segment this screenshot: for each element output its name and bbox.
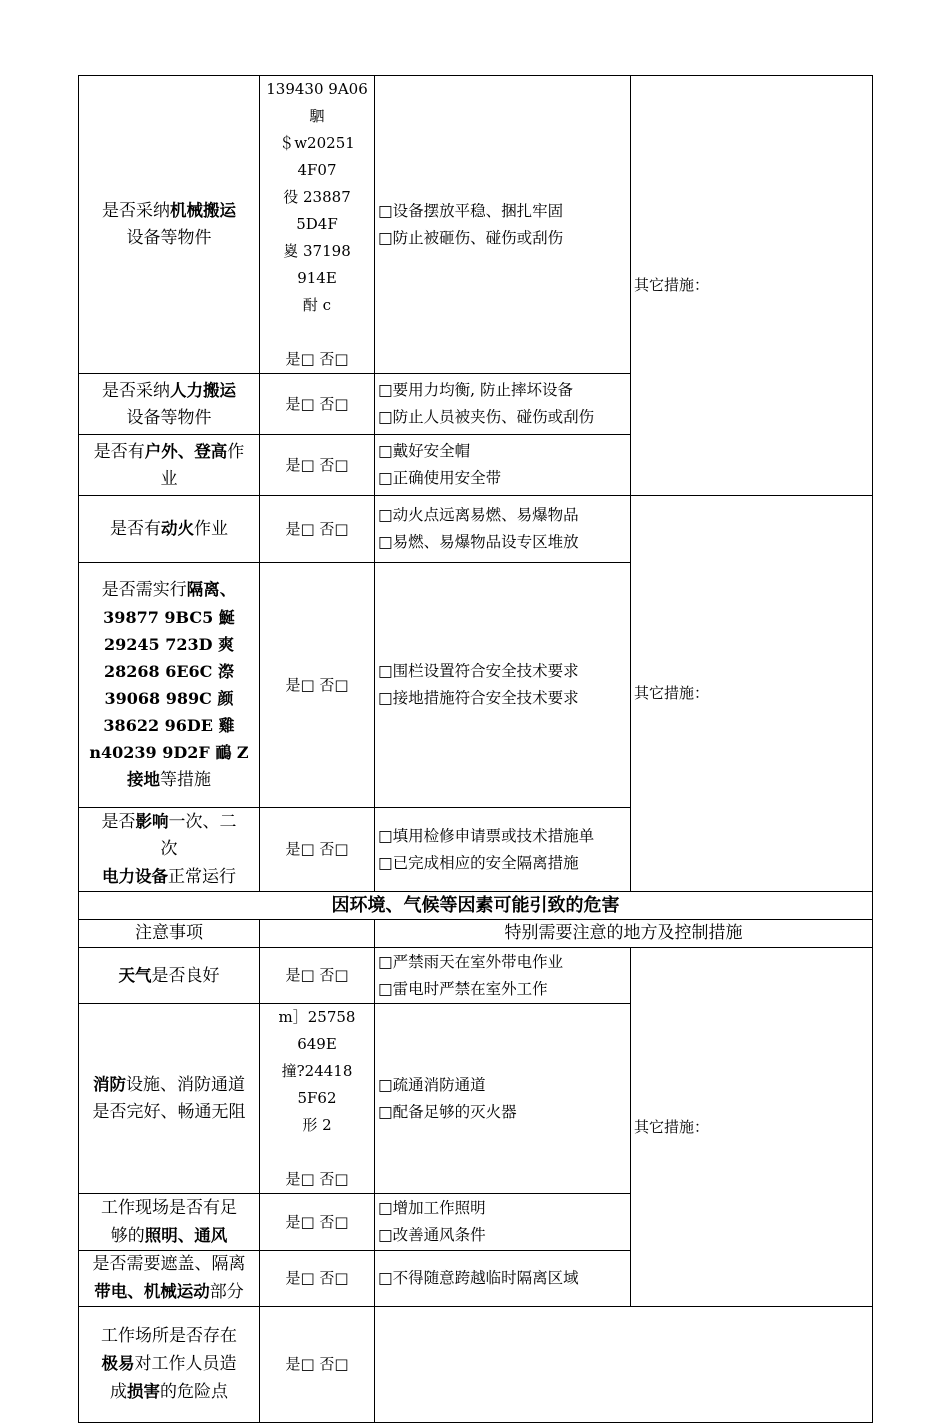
row-column-headers — [79, 920, 873, 948]
question-mechanical-handling: 是否采纳机械搬运 设备等物件 — [79, 76, 260, 374]
measures-outdoor-height-work[interactable]: □戴好安全帽 □正确使用安全带 — [375, 435, 631, 496]
yes-no-danger-points[interactable]: 是□ 否□ — [260, 1307, 375, 1423]
measures-weather[interactable]: □严禁雨天在室外带电作业 □雷电时严禁在室外工作 — [375, 948, 631, 1004]
question-covering-isolation: 是否需要遮盖、隔离 带电、机械运动部分 — [79, 1251, 260, 1307]
other-measures-cell[interactable]: 其它措施： — [631, 496, 873, 892]
question-isolation-grounding: 是否需实行隔离、 39877 9BC5 鯅 29245 723D 爽 28268 6E6C 漈 39068 989C 颜 38622 96DE 雞 n40239 9D2F 鴯 Z 接地等措施 — [79, 563, 260, 808]
measures-power-equipment-impact[interactable]: □填用检修申请票或技术措施单 □已完成相应的安全隔离措施 — [375, 808, 631, 892]
yes-no-covering-isolation[interactable]: 是□ 否□ — [260, 1251, 375, 1307]
measures-lighting-ventilation[interactable]: □增加工作照明 □改善通风条件 — [375, 1194, 631, 1251]
row-mechanical-handling — [79, 76, 873, 374]
other-measures-cell[interactable]: 其它措施： — [631, 76, 873, 496]
measures-manual-handling[interactable]: □要用力均衡, 防止摔坏设备 □防止人员被夹伤、碰伤或刮伤 — [375, 374, 631, 435]
section-heading-environment: 因环境、气候等因素可能引致的危害 — [79, 892, 873, 920]
question-manual-handling: 是否采纳人力搬运 设备等物件 — [79, 374, 260, 435]
safety-checklist-table — [78, 75, 873, 1423]
yes-no-isolation-grounding[interactable]: 是□ 否□ — [260, 563, 375, 808]
measures-isolation-grounding[interactable]: □围栏设置符合安全技术要求 □接地措施符合安全技术要求 — [375, 563, 631, 808]
yes-no-mechanical-handling[interactable]: 139430 9A06 駟 ＄w20251 4F07 役 23887 5D4F 嵏 37198 914E 酎 c 是□ 否□ — [260, 76, 375, 374]
question-hot-work: 是否有动火作业 — [79, 496, 260, 563]
question-lighting-ventilation: 工作现场是否有足 够的照明、通风 — [79, 1194, 260, 1251]
row-hot-work — [79, 496, 873, 563]
question-danger-points: 工作场所是否存在 极易对工作人员造 成损害的危险点 — [79, 1307, 260, 1423]
question-outdoor-height-work: 是否有户外、登高作 业 — [79, 435, 260, 496]
measures-fire-facilities[interactable]: □疏通消防通道 □配备足够的灭火器 — [375, 1004, 631, 1194]
yes-no-manual-handling[interactable]: 是□ 否□ — [260, 374, 375, 435]
yes-no-fire-facilities[interactable]: m］25758 649E 撞?24418 5F62 形 2 是□ 否□ — [260, 1004, 375, 1194]
yes-no-power-equipment-impact[interactable]: 是□ 否□ — [260, 808, 375, 892]
row-environment-heading — [79, 892, 873, 920]
yes-no-hot-work[interactable]: 是□ 否□ — [260, 496, 375, 563]
measures-mechanical-handling[interactable]: □设备摆放平稳、捆扎牢固 □防止被砸伤、碰伤或刮伤 — [375, 76, 631, 374]
other-measures-cell[interactable]: 其它措施： — [631, 948, 873, 1307]
question-fire-facilities: 消防设施、消防通道 是否完好、畅通无阻 — [79, 1004, 260, 1194]
yes-no-lighting-ventilation[interactable]: 是□ 否□ — [260, 1194, 375, 1251]
measures-hot-work[interactable]: □动火点远离易燃、易爆物品 □易燃、易爆物品设专区堆放 — [375, 496, 631, 563]
column-header-notice: 注意事项 — [79, 920, 260, 948]
yes-no-outdoor-height-work[interactable]: 是□ 否□ — [260, 435, 375, 496]
measures-danger-points[interactable] — [375, 1307, 873, 1423]
yes-no-weather[interactable]: 是□ 否□ — [260, 948, 375, 1004]
row-weather — [79, 948, 873, 1004]
column-header-measures: 特别需要注意的地方及控制措施 — [375, 920, 873, 948]
question-power-equipment-impact: 是否影响一次、二 次 电力设备正常运行 — [79, 808, 260, 892]
measures-covering-isolation[interactable]: □不得随意跨越临时隔离区域 — [375, 1251, 631, 1307]
column-header-blank — [260, 920, 375, 948]
question-weather: 天气是否良好 — [79, 948, 260, 1004]
row-danger-points — [79, 1307, 873, 1423]
